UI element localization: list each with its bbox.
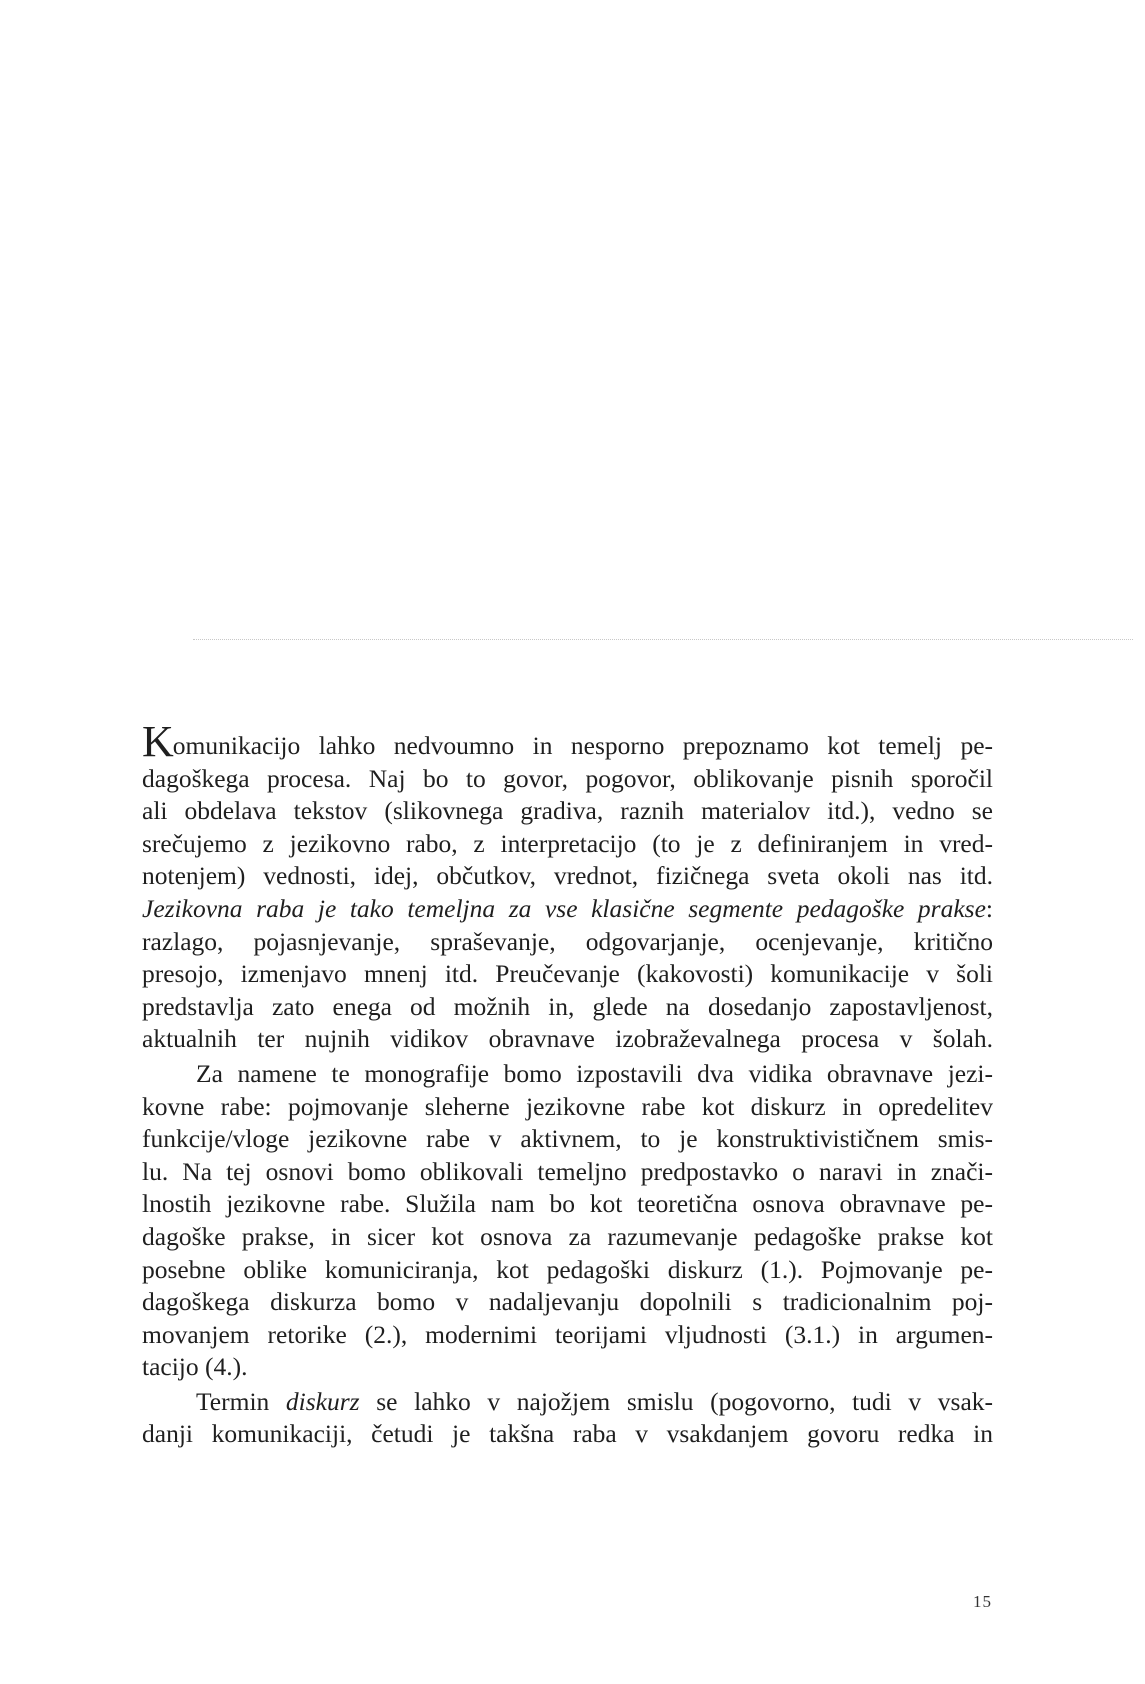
paragraph-1-line-3: ali obdelava tekstov (slikovnega gradiva, raznih materialov itd.), vedno se (142, 796, 993, 826)
paragraph-1-line-7: razlago, pojasnjevanje, spraševanje, odgovarjanje, ocenjevanje, kritično (142, 926, 993, 956)
paragraph-1-line-1 (142, 717, 993, 766)
header-divider-rule (193, 639, 1133, 640)
page-number: 15 (973, 1592, 992, 1611)
paragraph-3-line-1 (142, 1386, 993, 1419)
paragraph-3-line-1-rest: se lahko v najožjem smislu (pogovorno, tudi v vsak- (359, 1386, 994, 1416)
paragraph-1-line-8: presojo, izmenjavo mnenj itd. Preučevanje (kakovosti) komunikacije v šoli (142, 959, 993, 989)
term-diskurz: diskurz (285, 1386, 360, 1416)
paragraph-1-line-10: aktualnih ter nujnih vidikov obravnave izobraževalnega procesa v šolah. (142, 1024, 993, 1054)
paragraph-2-line-3: funkcije/vloge jezikovne rabe v aktivnem, to je konstruktivističnem smis- (142, 1124, 993, 1154)
paragraph-2-line-9: movanjem retorike (2.), modernimi teorijami vljudnosti (3.1.) in argumen- (142, 1319, 993, 1349)
paragraph-2-line-4: lu. Na tej osnovi bomo oblikovali temeljno predpostavko o naravi in znači- (142, 1156, 993, 1186)
paragraph-1-line-4: srečujemo z jezikovno rabo, z interpretacijo (to je z definiranjem in vred- (142, 828, 993, 858)
colon: : (985, 893, 993, 923)
paragraph-2-line-2: kovne rabe: pojmovanje sleherne jezikovne rabe kot diskurz in opredelitev (142, 1091, 993, 1121)
paragraph-3-line-2: danji komunikaciji, četudi je takšna raba v vsakdanjem govoru redka in (142, 1419, 993, 1449)
paragraph-2-line-8: dagoškega diskurza bomo v nadaljevanju dopolnili s tradicionalnim poj- (142, 1287, 993, 1317)
drop-cap: K (142, 717, 173, 766)
paragraph-1-line-5: notenjem) vednosti, idej, občutkov, vrednot, fizičnega sveta okoli nas itd. (142, 861, 993, 891)
emphasized-statement: Jezikovna raba je tako temeljna za vse klasične segmente pedagoške prakse (142, 893, 986, 923)
paragraph-2-line-10: tacijo (4.). (142, 1352, 248, 1382)
paragraph-2-line-5: lnostih jezikovne rabe. Služila nam bo kot teoretična osnova obravnave pe- (142, 1189, 993, 1219)
paragraph-1-line-1-text: omunikacijo lahko nedvoumno in nesporno prepoznamo kot temelj pe- (172, 731, 993, 760)
paragraph-1-line-2: dagoškega procesa. Naj bo to govor, pogovor, oblikovanje pisnih sporočil (142, 763, 993, 793)
paragraph-3-line-1-start: Termin (196, 1386, 286, 1416)
paragraph-2-line-6: dagoške prakse, in sicer kot osnova za razumevanje pedagoške prakse kot (142, 1221, 993, 1251)
paragraph-1-line-9: predstavlja zato enega od možnih in, glede na dosedanjo zapostavljenost, (142, 991, 993, 1021)
paragraph-1-line-6 (142, 893, 993, 926)
body-text (142, 717, 994, 1451)
paragraph-2-line-1: Za namene te monografije bomo izpostavili dva vidika obravnave jezi- (196, 1058, 993, 1088)
paragraph-2-line-7: posebne oblike komuniciranja, kot pedagoški diskurz (1.). Pojmovanje pe- (142, 1254, 993, 1284)
